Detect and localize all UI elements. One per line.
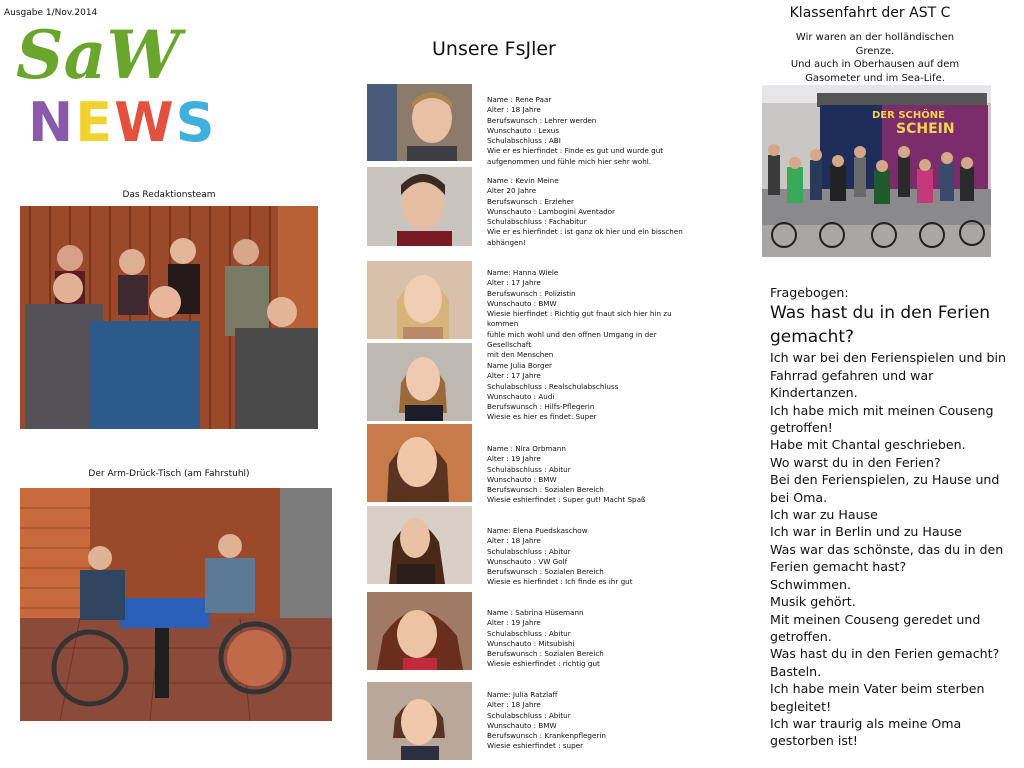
fsj-line: Alter : 18 Jahre (487, 700, 541, 710)
fsj-line: Wiesie hierfindet : Richtig gut fnaut sich hier hin zu kommen (487, 309, 672, 329)
answer-line: Mit meinen Couseng geredet und getroffen. (770, 611, 981, 644)
fsj-line: Schulabschluss : Abitur (487, 628, 571, 638)
fsj-line: Wunschauto : Audi (487, 391, 555, 401)
news-letter-w: W (114, 91, 176, 154)
trip-intro-line: Gasometer und im Sea-Life. (805, 72, 945, 84)
fsj-line: Wunschauto : VW Golf (487, 556, 568, 566)
fsj-text (487, 268, 702, 361)
fsj-line: Schulabschluss : Realschulabschluss (487, 381, 619, 391)
fsj-line: Alter 20 Jahre (487, 186, 537, 196)
fsj-line: Berufswunsch : Lehrer werden (487, 115, 597, 125)
questionnaire-question: Was hast du in den Ferien gemacht? (770, 303, 991, 348)
answer-line: Ich habe mein Vater beim sterben begleitet! (770, 681, 985, 714)
fsj-line: Alter : 19 Jahre (487, 454, 541, 464)
trip-photo (762, 85, 991, 257)
fsj-photo (367, 506, 472, 584)
trip-intro (762, 31, 988, 85)
fsj-text (487, 361, 702, 423)
fsj-line: Wunschauto : Lambogini Aventador (487, 206, 616, 216)
fsj-line: Berufswunsch : Erzieher (487, 196, 574, 206)
fsj-line: fühle mich wohl und den offnen Umgang in der Gesellschaft (487, 329, 657, 350)
answer-line: Ich war zu Hause (770, 507, 878, 523)
answer-line: Ich habe mich mit meinen Couseng getroffen! (770, 402, 994, 436)
issue-label: Ausgabe 1/Nov.2014 (4, 8, 98, 18)
trip-intro-line: Grenze. (855, 45, 895, 57)
fsj-line: Alter : 17 Jahre (487, 371, 541, 381)
fsj-photo (367, 343, 472, 421)
billboard-line2: SCHEIN (896, 121, 955, 137)
fsj-line: Berufswunsch : Krankenpflegerin (487, 731, 606, 741)
fsj-line: Schulabschluss : Fachabitur (487, 217, 587, 227)
fsj-line: abhängen! (487, 237, 526, 247)
fsj-line: Name : Sabrina Hüsemann (487, 608, 584, 617)
fsj-text (487, 526, 702, 588)
fsj-line: Wiesie eshierfindet : richtig gut (487, 659, 600, 669)
answer-line: Schwimmen. (770, 576, 851, 592)
answer-line: Was war das schönste, das du in den Ferien gemacht hast? (770, 541, 1004, 575)
fsj-text (487, 95, 702, 167)
fsj-photo (367, 261, 472, 339)
fsj-line: Wie er es hierfindet : ist ganz ok hier und ein bisschen (487, 227, 683, 237)
billboard-line1: DER SCHÖNE (872, 110, 945, 121)
news-logo (28, 91, 217, 154)
fsj-line: Name : Kevin Meine (487, 176, 559, 185)
fsj-line: Name: Elena Puedskaschow (487, 526, 588, 535)
fsj-photo (367, 167, 472, 246)
fsj-text (487, 444, 702, 506)
fsj-line: Wiesie es hier es findet: Super (487, 412, 597, 422)
answer-line: Basteln. (770, 663, 822, 679)
fsj-line: Wunschauto : BMW (487, 474, 557, 484)
trip-title: Klassenfahrt der AST C (789, 5, 951, 21)
fsj-line: Schulabschluss : Abitur (487, 464, 571, 474)
armwrestling-photo (20, 488, 332, 721)
news-letter-s: S (175, 91, 217, 154)
trip-intro-line: Wir waren an der holländischen (795, 32, 955, 43)
fsj-line: Wunschauto : BMW (487, 720, 557, 730)
table-caption: Der Arm-Drück-Tisch (am Fahrstuhl) (88, 469, 250, 479)
fsj-line: Berufswunsch : Sozialen Bereich (487, 567, 604, 577)
fsj-line: Name : Rene Paar (487, 95, 552, 104)
fsj-photo (367, 682, 472, 760)
fsj-line: Wiesie eshierfindet : Super gut! Macht Spaß (487, 495, 646, 505)
fsj-photo (367, 592, 472, 670)
saw-logo (12, 20, 312, 88)
news-letter-n: N (28, 91, 76, 154)
fsj-line: Name : Nira Orbmann (487, 444, 566, 453)
fsj-line: Wiesie eshierfindet : super (487, 741, 584, 751)
team-caption: Das Redaktionsteam (122, 190, 216, 200)
fsj-line: Schulabschluss : ABI (487, 136, 561, 146)
fsj-line: Wunschauto : Mitsubishi (487, 638, 575, 648)
fsj-line: Alter : 19 Jahre (487, 618, 541, 628)
fsj-line: Schulabschluss : Abitur (487, 710, 571, 720)
fsj-photo (367, 84, 472, 161)
fsj-photo (367, 424, 472, 502)
fsj-line: Name: Hanna Wiele (487, 268, 559, 277)
fsj-text (487, 608, 702, 670)
answer-line: Ich war traurig als meine Oma gestorben ist! (770, 715, 962, 749)
fsj-text (487, 690, 702, 752)
team-photo (20, 206, 318, 429)
fsj-line: Schulabschluss : Abitur (487, 546, 571, 556)
answer-line: Habe mit Chantal geschrieben. (770, 437, 966, 453)
answer-line: Wo warst du in den Ferien? (770, 454, 941, 470)
answer-line: Ich war bei den Ferienspielen und bin Fahrrad gefahren und war Kindertanzen. (770, 350, 1006, 401)
fsj-line: Berufswunsch : Polizistin (487, 288, 576, 298)
fsj-title: Unsere FsJler (432, 38, 556, 60)
answer-line: Ich war in Berlin und zu Hause (770, 524, 962, 540)
fsj-line: Wie er es hierfindet : Finde es gut und wurde gut (487, 146, 664, 156)
fsj-line: Berufswunsch : Hilfs-Pflegerin (487, 402, 595, 412)
fsj-line: Wiesie es hierfindet : Ich finde es ihr gut (487, 577, 633, 587)
questionnaire (770, 284, 1016, 750)
saw-logo-text: SaW (16, 20, 181, 88)
fsj-line: Berufswunsch : Sozialen Bereich (487, 485, 604, 495)
fsj-text (487, 176, 702, 248)
answer-line: Musik gehört. (770, 594, 856, 610)
fsj-line: Name Julia Borger (487, 361, 552, 370)
fsj-line: Alter : 18 Jahre (487, 105, 541, 115)
fsj-line: Berufswunsch : Sozialen Bereich (487, 649, 604, 659)
fsj-line: Alter : 18 Jahre (487, 536, 541, 546)
questionnaire-label: Fragebogen: (770, 285, 849, 300)
answer-line: Was hast du in den Ferien gemacht? (770, 646, 1000, 662)
answer-line: Bei den Ferienspielen, zu Hause und bei Oma. (770, 472, 1000, 505)
trip-intro-line: Und auch in Oberhausen auf dem (790, 59, 960, 70)
fsj-line: mit den Menschen (487, 350, 554, 360)
fsj-line: Alter : 17 Jahre (487, 278, 541, 288)
fsj-line: Wunschauto : BMW (487, 298, 557, 308)
fsj-line: Name: Julia Ratzlaff (487, 690, 558, 699)
fsj-line: aufgenommen und fühle mich hier sehr wohl. (487, 156, 652, 166)
news-letter-e: E (75, 91, 115, 154)
fsj-line: Wunschauto : Lexus (487, 125, 560, 135)
